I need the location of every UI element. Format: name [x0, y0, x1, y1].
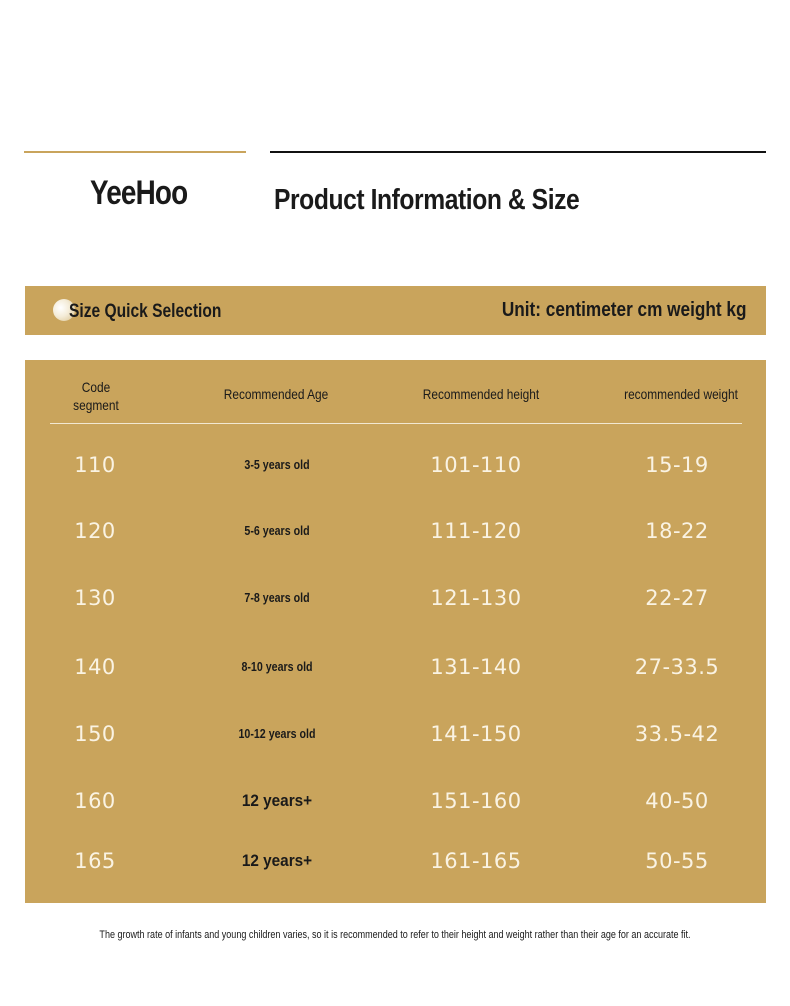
cell-age: 10-12 years old — [238, 726, 316, 741]
column-header-code-line2: segment — [73, 397, 119, 413]
table-row — [25, 511, 766, 551]
cell-weight: 15-19 — [645, 453, 709, 477]
cell-age: 8-10 years old — [241, 659, 313, 674]
cell-age: 5-6 years old — [244, 523, 310, 538]
size-quick-selection-bar — [25, 286, 766, 335]
cell-weight: 50-55 — [645, 849, 709, 873]
cell-age: 12 years+ — [241, 791, 313, 810]
cell-age: 12 years+ — [241, 851, 313, 870]
cell-code: 150 — [74, 722, 116, 746]
table-row — [25, 445, 766, 485]
cell-code: 110 — [74, 453, 116, 477]
unit-label: Unit: centimeter cm weight kg — [501, 299, 746, 321]
column-header-code-line1: Code — [81, 379, 111, 395]
cell-age: 7-8 years old — [244, 590, 310, 605]
cell-code: 120 — [74, 519, 116, 543]
cell-code: 160 — [74, 789, 116, 813]
cell-weight: 22-27 — [645, 586, 709, 610]
quick-selection-label: Size Quick Selection — [69, 301, 222, 322]
cell-height: 111-120 — [430, 519, 522, 543]
header-rule-left — [24, 151, 246, 153]
column-header-weight: recommended weight — [624, 386, 738, 402]
table-row — [25, 781, 766, 821]
cell-age: 3-5 years old — [244, 457, 310, 472]
size-table — [25, 360, 766, 903]
cell-height: 141-150 — [430, 722, 522, 746]
table-row — [25, 714, 766, 754]
cell-code: 140 — [74, 655, 116, 679]
cell-weight: 27-33.5 — [634, 655, 720, 679]
cell-code: 130 — [74, 586, 116, 610]
cell-height: 101-110 — [430, 453, 522, 477]
column-header-code — [70, 378, 123, 414]
cell-height: 161-165 — [430, 849, 522, 873]
cell-weight: 18-22 — [645, 519, 709, 543]
cell-code: 165 — [74, 849, 116, 873]
cell-height: 121-130 — [430, 586, 522, 610]
cell-height: 151-160 — [430, 789, 522, 813]
table-row — [25, 841, 766, 881]
brand-logo: YeeHoo — [90, 174, 188, 212]
cell-weight: 33.5-42 — [634, 722, 720, 746]
cell-weight: 40-50 — [645, 789, 709, 813]
header-divider — [50, 423, 742, 424]
footer-note: The growth rate of infants and young children varies, so it is recommended to refer to their height and weight rather than their age for an accurate fit. — [99, 929, 691, 941]
table-row — [25, 578, 766, 618]
cell-height: 131-140 — [430, 655, 522, 679]
table-row — [25, 647, 766, 687]
page-title: Product Information & Size — [274, 184, 580, 216]
column-header-age: Recommended Age — [223, 386, 329, 402]
header-rule-right — [270, 151, 766, 153]
column-header-height: Recommended height — [422, 386, 540, 402]
